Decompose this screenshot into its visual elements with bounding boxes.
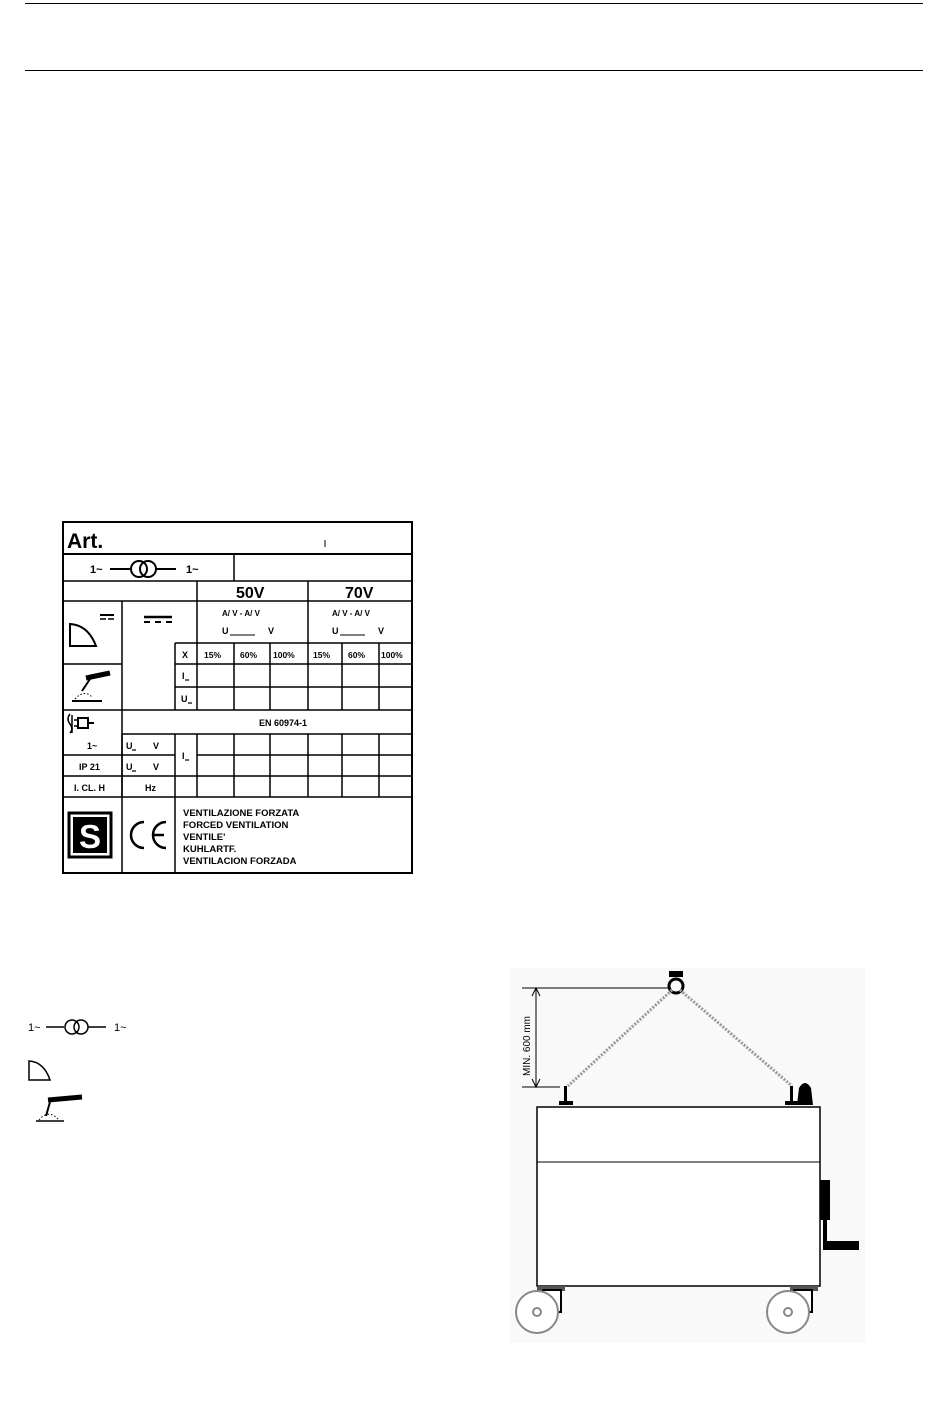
phase-out-label: 1~ bbox=[186, 564, 199, 576]
u0-unit: V bbox=[153, 762, 160, 772]
header-rule-top bbox=[25, 3, 923, 4]
art-label: Art. bbox=[67, 530, 104, 553]
duty-cell: 15% bbox=[313, 650, 331, 660]
u-line-70: U bbox=[332, 626, 339, 636]
voltage-50-header: 50V bbox=[236, 585, 265, 602]
header-rule-bottom bbox=[25, 70, 923, 71]
duty-cell: 60% bbox=[240, 650, 258, 660]
mma-welding-icon bbox=[36, 1097, 82, 1121]
rating-plate bbox=[62, 521, 414, 875]
protection-class: IP 21 bbox=[79, 762, 100, 772]
ventilation-line: VENTILACION FORZADA bbox=[183, 856, 297, 867]
legend-phase-out: 1~ bbox=[114, 1022, 127, 1034]
x-label: X bbox=[182, 650, 189, 660]
ce-mark-icon bbox=[62, 521, 166, 848]
frequency-label: Hz bbox=[145, 783, 156, 793]
duty-cell: 100% bbox=[381, 650, 403, 660]
range-70: A/ V - A/ V bbox=[332, 609, 370, 618]
svg-text:S: S bbox=[79, 818, 102, 855]
ventilation-line: VENTILAZIONE FORZATA bbox=[183, 808, 300, 819]
u0-label: U bbox=[126, 762, 133, 772]
transformer-icon bbox=[110, 561, 176, 577]
mains-plug-icon bbox=[68, 714, 94, 733]
ventilation-line: FORCED VENTILATION bbox=[183, 820, 289, 831]
phase-in-label: 1~ bbox=[90, 564, 103, 576]
u-line-50: U bbox=[222, 626, 229, 636]
u2-label: U bbox=[181, 694, 188, 704]
u-unit-70: V bbox=[378, 626, 385, 636]
duty-cell: 60% bbox=[348, 650, 366, 660]
falling-characteristic-icon bbox=[29, 1061, 50, 1080]
i1-label: I bbox=[182, 751, 185, 761]
falling-characteristic-icon bbox=[70, 615, 114, 646]
legend-mma-welding bbox=[34, 1092, 86, 1126]
ventilation-line: VENTILE' bbox=[183, 832, 226, 843]
s-mark-icon bbox=[69, 813, 111, 857]
u1-label: U bbox=[126, 741, 133, 751]
range-50: A/ V - A/ V bbox=[222, 609, 260, 618]
legend-phase-in: 1~ bbox=[28, 1022, 41, 1034]
u-unit-50: V bbox=[268, 626, 275, 636]
insulation-class: I. CL. H bbox=[74, 783, 105, 793]
duty-cell: 100% bbox=[273, 650, 295, 660]
mma-welding-icon bbox=[72, 673, 110, 701]
dimension-label: MIN. 600 mm bbox=[522, 1015, 533, 1076]
dc-symbol-icon bbox=[144, 617, 172, 622]
ventilation-line: KUHLARTF. bbox=[183, 844, 237, 855]
duty-cell: 15% bbox=[204, 650, 222, 660]
transformer-icon bbox=[46, 1020, 106, 1034]
i2-label: I bbox=[182, 671, 185, 681]
legend-transformer bbox=[26, 1016, 136, 1038]
standard-label: EN 60974-1 bbox=[259, 718, 308, 728]
legend-falling-characteristic bbox=[26, 1058, 56, 1084]
supply-phase: 1~ bbox=[87, 741, 98, 751]
lifting-diagram bbox=[510, 968, 865, 1343]
u1-unit: V bbox=[153, 741, 160, 751]
voltage-70-header: 70V bbox=[345, 585, 374, 602]
